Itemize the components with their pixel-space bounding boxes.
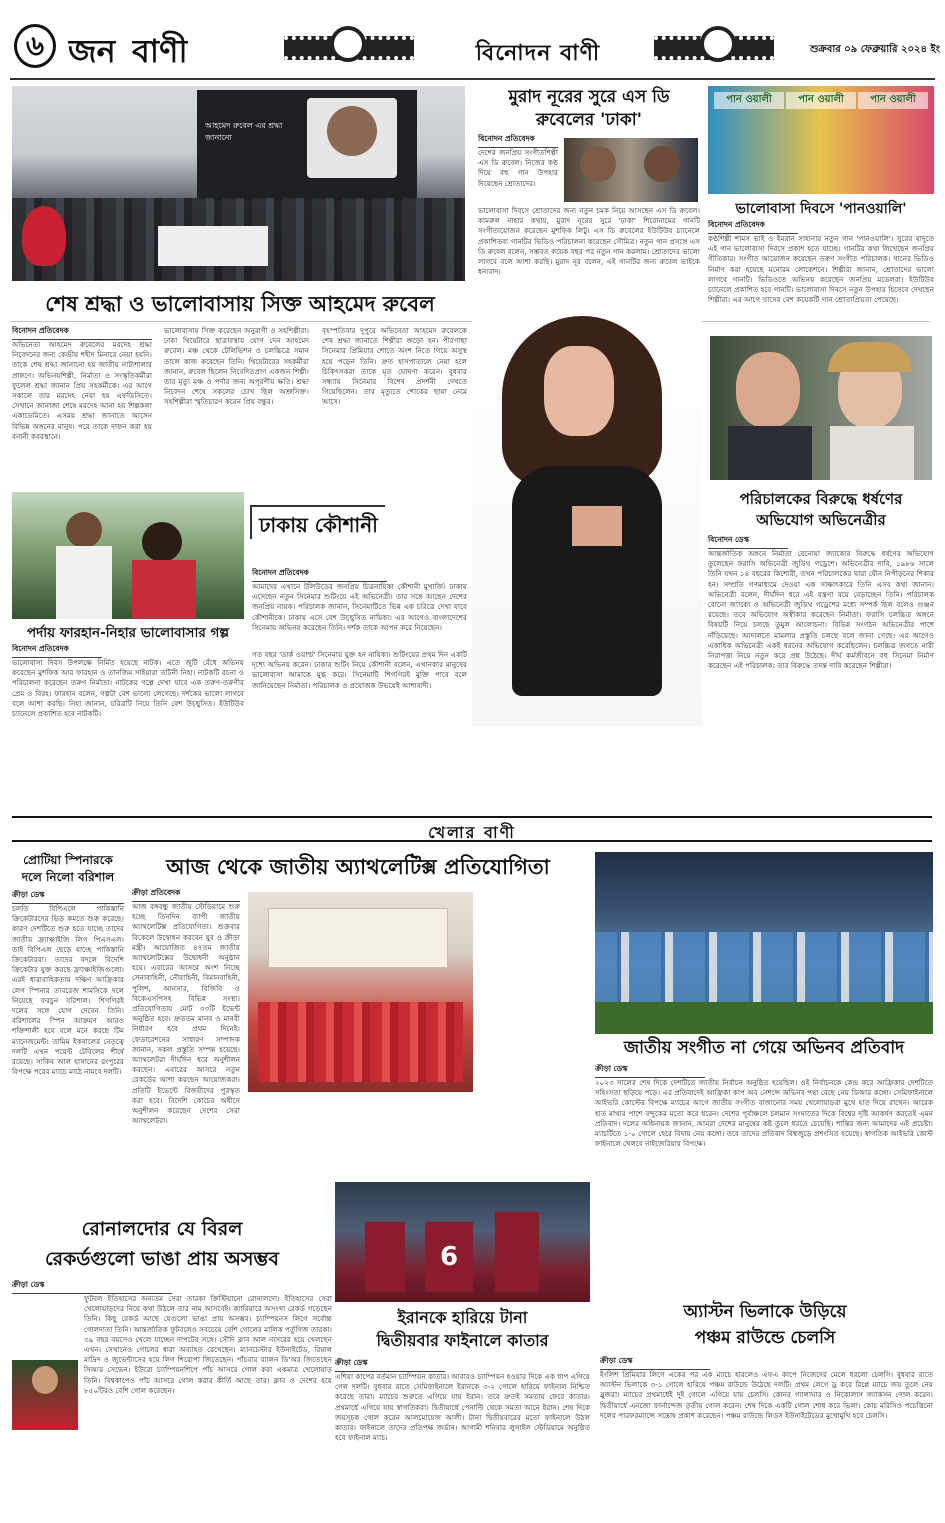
kaushani-article [252,568,467,718]
date-line: শুক্রবার ০৯ ফেব্রুয়ারি ২০২৪ ইং [809,44,940,55]
film-reel-left-icon [330,26,366,62]
poster-title-3: পান ওয়ালী [858,92,928,109]
kaushani-photo [472,296,702,726]
kaushani-col2: গত বছর 'ডার্ক ওয়ার্ল্ড' সিনেমায় যুক্ত হন নায়িকা। শুটিংয়ের প্রথম দিন একটি দৃশ্যে অভিনয় করেন। ঢাকার শুটিং নিয়ে কৌশানী বলেন, এখানকার মানুষের ভালোবাসা আমাকে মুগ্ধ করে। সিনেমাটি শিগগিরই মুক্তি পাবে বলে জানিয়েছেন নির্মাতা। পরিচালক ও প্রযোজক উভয়েই আশাবাদী। [252,650,467,690]
chelsea-headline-2: পঞ্চম রাউন্ডে চেলসি [694,1328,836,1348]
rubel-article [12,326,467,486]
murad-col2: ভালোবাসা দিবসে শ্রোতাদের জন্য নতুন চমক নিয়ে আসছেন এস ডি রুবেল। কামরুল নাহার কথায়, মুরাদ নূরের সুরে 'ঢাকা' শিরোনামের গানটি সংগীতায়োজন করেছেন মুশফিক লিটু। এস ডি রুবেলের ইউটিউব চ্যানেলে প্রকাশিতব্য গানটির ভিডিও পরিচালনা করেছেন সৌমিত্র। নতুন গান প্রসঙ্গে এস ডি রুবেল বলেন, সম্ভবত কয়েক বছর পর নতুন গান করলাম। শ্রোতাদের ভালো লাগবে বলে আশা করছি। মুরাদ নূর বলেন, এই গানটির জন্য রুবেল ভাইকে ধন্যবাদ। [478,206,700,277]
director-actress-photo [710,336,932,480]
chelsea-body: ইংলিশ প্রিমিয়ার লিগে একের পর এক ম্যাচে হারলেও এফএ কাপে নিজেদের মেলে ধরলো চেলসি। বুধবার রাতে অ্যাস্টন ভিলাকে ৩-১ গোলে হারিয়ে পঞ্চম রাউন্ডে উঠেছে দলটি। প্রথম লেগে ড্র করে রিপ্লে ম্যাচে জয় তুলে নেয় ব্লুজরা। ম্যাচের প্রথমার্ধেই দুই গোলে এগিয়ে যায় চেলসি। কোনর গ্যালাঘার ও নিকোলাস জ্যাকসন গোল করেন। দ্বিতীয়ার্ধে এনজো ফার্নান্দেজ তৃতীয় গোল করেন। শেষ দিকে একটি গোল শোধ করে ভিলা। কোচ মরিসিও পচেত্তিনো দলের পারফরম্যান্সে সন্তোষ প্রকাশ করেছেন। পঞ্চম রাউন্ডে লিডস ইউনাইটেডের মুখোমুখি হবে চেলসি। [600,1370,933,1420]
qatar-headline-2: দ্বিতীয়বার ফাইনালে কাতার [376,1331,549,1350]
sports-section-title: খেলার বাণী [428,823,516,842]
athletics-byline: ক্রীড়া প্রতিবেদক [132,888,240,902]
panowali-poster [708,86,934,194]
ronaldo-photo [12,1360,78,1430]
tribute-banner-text: আহমেদ রুবেল এর শ্রদ্ধা জানানো [205,121,283,142]
kaushani-byline: বিনোদন প্রতিবেদক [252,568,387,582]
masthead-divider [10,78,935,80]
ronaldo-article [12,1280,332,1516]
chelsea-headline-1: অ্যাস্টন ভিলাকে উড়িয়ে [683,1302,847,1322]
qatar-jersey-number: 6 [425,1222,473,1292]
rubel-headline: শেষ শ্রদ্ধা ও ভালোবাসায় সিক্ত আহমেদ রুবেল [45,291,435,316]
panowali-body: কণ্ঠশিল্পী শামস ভাই ও ইমরান সাহানার নতুন গান 'পানওয়ালি'। সুরের যাদুতে এই গান ভালোবাসা দিবসে প্রকাশ হতে যাচ্ছে। গানটির কথা লিখেছেন জনপ্রিয় গীতিকার। সংগীত আয়োজন করেছেন তরুণ সংগীত পরিচালক। গানের ভিডিও নির্মাণ করা হয়েছে মনোরম লোকেশনে। শিল্পীরা জানান, শ্রোতাদের ভালো লাগবে গানটি। ভিডিওতে অভিনয় করেছেন জনপ্রিয় মডেলরা। ইউটিউব চ্যানেলে প্রকাশিত হবে গানটি। ভালোবাসা দিবসে নতুন উপহার হিসেবে দেখছেন শিল্পীরা। এর আগে তাদের বেশ কয়েকটি গান শ্রোতাপ্রিয়তা পেয়েছে। [708,234,934,305]
director-article [708,535,934,800]
qatar-byline: ক্রীড়া ডেস্ক [335,1358,445,1372]
chelsea-article [600,1356,933,1516]
kaushani-headline: ঢাকায় কৌশানী [250,505,385,539]
athletics-col1: আজ বঙ্গবন্ধু জাতীয় স্টেডিয়ামে শুরু হচ্ছে তিনদিন ব্যাপী জাতীয় অ্যাথলেটিক্স প্রতিযোগিতা। শুক্রবার বিকেলে উদ্বোধন করবেন যুব ও ক্রীড়া মন্ত্রী। আয়োজিত ৪৭তম জাতীয় অ্যাথলেটিক্সের উদ্বোধনী অনুষ্ঠান হবে। এবারের আসরে অংশ নিচ্ছে সেনাবাহিনী, নৌবাহিনী, বিমানবাহিনী, পুলিশ, আনসার, বিজিবি ও বিকেএসপিসহ বিভিন্ন সংস্থা। প্রতিযোগিতায় মোট ৩৩টি ইভেন্ট অনুষ্ঠিত হবে। দ্রুততম মানব ও মানবী নির্ধারণ হবে প্রথম দিনেই। ফেডারেশনের সাধারণ সম্পাদক জানান, সকল প্রস্তুতি সম্পন্ন হয়েছে। অ্যাথলেটরা দীর্ঘদিন ধরে অনুশীলন করছেন। এবারের আসরে নতুন রেকর্ডের আশা করছেন আয়োজকরা। প্রতিটি ইভেন্টে বিজয়ীদের পুরস্কৃত করা হবে। বিদেশি কোচের অধীনে অনুশীলন করেছেন দেশের সেরা অ্যাথলেটরা। [132,902,240,1126]
logo-part1: জন [68,32,116,70]
kaushani-col1: আমাদের এখানে টলিউডের জনপ্রিয় চিত্রনায়িকা কৌশানী মুখার্জি। ঢাকায় এসেছেন নতুন সিনেমার শুটিংয়ে এই অভিনেত্রী। তার সঙ্গে আছেন দেশের জনপ্রিয় নায়ক। পরিচালক জানান, সিনেমাটিতে ভিন্ন এক চরিত্রে দেখা যাবে কৌশানীকে। ঢাকায় এসে বেশ উচ্ছ্বসিত নায়িকা। এর আগেও বাংলাদেশের সিনেমায় অভিনয় করেছেন তিনি। দর্শক তাকে আপন করে নিয়েছেন। [252,582,467,632]
ronaldo-byline: ক্রীড়া ডেস্ক [12,1280,172,1294]
film-reel-right-icon [700,26,736,62]
panowali-byline: বিনোদন প্রতিবেদক [708,220,798,234]
protest-byline: ক্রীড়া ডেস্ক [595,1064,705,1078]
farhan-article [12,644,244,724]
rubel-col1: অভিনেতা আহমেদ রুবেলের মরদেহ শ্রদ্ধা নিবেদনের জন্য কেন্দ্রীয় শহীদ মিনারে নেয়া হয়নি। তাকে শেষ শ্রদ্ধা জানানো হয় জাতীয় নাট্যশালার প্রাঙ্গণে। অভিনয়শিল্পী, নির্মাতা ও সংস্কৃতিকর্মীরা ফুলেল শ্রদ্ধা জানান প্রিয় সহকর্মীকে। এর আগে সকালে তার মরদেহ নেয়া হয় এফডিসিতে। সেখানে জানাজা শেষে মরদেহ আনা হয় শিল্পকলা একাডেমিতে। এসময় শ্রদ্ধা জানাতে আসেন বিভিন্ন অঙ্গনের মানুষ। পরে তাকে দাফন করা হয় বনানী কবরস্থানে। [12,340,152,441]
protest-photo [595,852,933,1034]
murad-headline: মুরাদ নূরের সুরে এস ডি রুবেলের 'ঢাকা' [508,87,670,130]
murad-photo [564,138,698,202]
masthead [0,0,945,80]
rubel-col2: ভালোবাসায় সিক্ত করেছেন অনুরাগী ও সহশিল্পীরা। ঢাকা থিয়েটারে ছাত্রাবস্থায় যোগ দেন আহমেদ রুবেল। মঞ্চ থেকে টেলিভিশন ও চলচ্চিত্রে সমান তালে কাজ করেছেন তিনি। থিয়েটারের সহকর্মীরা জানান, রুবেল ছিলেন নিবেদিতপ্রাণ একজন শিল্পী। তার মৃত্যু মঞ্চ ও পর্দার জন্য অপূরণীয় ক্ষতি। শ্রদ্ধা নিবেদন শেষে সকলের চোখ ছিল অশ্রুসিক্ত। সহশিল্পীরা স্মৃতিচারণ করেন প্রিয় বন্ধুর। [164,326,309,407]
protest-body: ২০২৩ সালের শেষ দিকে দেশটিতে জাতীয় নির্বাচন অনুষ্ঠিত হয়েছিল। ওই নির্বাচনকে কেন্দ্র করে আফ্রিকার দেশটিতে সহিংসতা ছড়িয়ে পড়ে। এর প্রতিবাদেই আফ্রিকা কাপ অব নেশন্সে অভিনব পন্থা বেছে নেয় ডিআর কঙ্গো। সেমিফাইনালে আইভরি কোস্টের বিপক্ষে ম্যাচের আগে জাতীয় সংগীত বাজানোর সময় খেলোয়াড়রা মুখে হাত দিয়ে রাখেন। আরেক হাত মাথার পাশে বন্দুকের মতো করে ধরেন। দেশের পূর্বাঞ্চলে চলমান সংঘাতের দিকে বিশ্বের দৃষ্টি আকর্ষণ করতেই এমন প্রতিবাদ। দলের অধিনায়ক জানান, আমরা দেশের মানুষের কষ্ট তুলে ধরতে চেয়েছি। শান্তির জন্য আমাদের এই প্রচেষ্টা। ম্যাচটিতে ১-০ গোলে হেরে বিদায় নেয় কঙ্গো। তবে তাদের প্রতিবাদ বিশ্বজুড়ে প্রশংসিত হয়েছে। স্বাগতিক আইভরি কোস্ট ফাইনালে খেলবে নাইজেরিয়ার বিপক্ষে। [595,1078,933,1149]
barishal-article [12,890,124,1190]
poster-title-2: পান ওয়ালী [786,92,856,109]
sports-section-bar [12,816,932,842]
murad-byline: বিনোদন প্রতিবেদক [478,134,558,148]
farhan-headline: পর্দায় ফারহান-নিহার ভালোবাসার গল্প [27,625,229,641]
rubel-col3: বৃহস্পতিবার দুপুরে অভিনেতা আহমেদ রুবেলকে শেষ শ্রদ্ধা জানাতে শিল্পীরা জড়ো হন। পীরগাছা সিনেমার প্রিমিয়ার শোতে অংশ নিতে গিয়ে অসুস্থ হয়ে পড়েন তিনি। দ্রুত হাসপাতালে নেয়া হলে চিকিৎসকরা তাকে মৃত ঘোষণা করেন। বুধবার সন্ধ্যায় সিনেমার বিশেষ প্রদর্শনী দেখতে গিয়েছিলেন। তার মৃত্যুতে শোকের ছায়া নেমে আসে। [322,326,467,407]
protest-headline: জাতীয় সংগীত না গেয়ে অভিনব প্রতিবাদ [623,1038,905,1058]
logo-number: ৬ [14,24,56,68]
murad-col1: দেশের জনপ্রিয় সংগীতশিল্পী এস ডি রুবেল। নিজের কণ্ঠ দিয়ে বহু গান উপহার দিয়েছেন শ্রোতাদের। [478,148,558,188]
athletics-photo [248,892,473,1092]
qatar-body: এশিয়া কাপের বর্তমান চ্যাম্পিয়ন কাতার। আবারও চ্যাম্পিয়ন হওয়ার দিকে এক ধাপ এগিয়ে গেল দলটি। বুধবার রাতে সেমিফাইনালে ইরানকে ৩-২ গোলে হারিয়ে ফাইনাল নিশ্চিত করেছে তারা। ম্যাচের শুরুতে এগিয়ে যায় ইরান। তবে দ্রুতই সমতায় ফেরে কাতার। প্রথমার্ধে এগিয়ে যায় স্বাগতিকরা। দ্বিতীয়ার্ধে পেনাল্টি থেকে সমতা আনে ইরান। শেষ দিকে জয়সূচক গোল করেন আলমোয়েজ আলী। টানা দ্বিতীয়বারের মতো ফাইনালে উঠল কাতার। ফাইনালে তাদের প্রতিপক্ষ জর্ডান। আগামী শনিবার লুসাইল স্টেডিয়ামে অনুষ্ঠিত হবে ফাইনাল ম্যাচ। [335,1372,590,1443]
farhan-byline: বিনোদন প্রতিবেদক [12,644,102,658]
poster-title-1: পান ওয়ালী [714,92,784,109]
rubel-byline: বিনোদন প্রতিবেদক [12,326,152,340]
barishal-body: চলতি বিপিএলে পাকিস্তানি ক্রিকেটারদের ভিড় কমতে শুরু করেছে। কারণ দেশটিতে শুরু হতে যাচ্ছে তাদের জাতীয় ফ্র্যাঞ্চাইজি লিগ পিএসএল। তাই বিপিএল ছেড়ে যাচ্ছে পাকিস্তানি ক্রিকেটাররা। তাদের বদলে বিদেশি ক্রিকেটার যুক্ত করছে ফ্র্যাঞ্চাইজিগুলো। এরই ধারাবাহিকতায় দক্ষিণ আফ্রিকার লেগ স্পিনার তাবরেজ শামসিকে দলে নিয়েছে ফরচুন বরিশাল। শিগগিরই দলের সঙ্গে যোগ দেবেন তিনি। বরিশালের স্পিন আক্রমণ আরও শক্তিশালী হবে বলে মনে করছে টিম ম্যানেজমেন্ট। তামিম ইকবালের নেতৃত্বে দলটি এখন পয়েন্ট টেবিলের শীর্ষে রয়েছে। সাকিব আল হাসানের রংপুরের বিপক্ষে পরের ম্যাচে মাঠে নামবে দলটি। [12,904,124,1077]
director-headline-1: পরিচালকের বিরুদ্ধে ধর্ষণের [739,490,903,508]
logo-part2: বাণী [132,32,188,70]
rubel-tribute-photo [12,86,465,281]
athletics-headline: আজ থেকে জাতীয় অ্যাথলেটিক্স প্রতিযোগিতা [166,854,550,879]
qatar-photo [335,1182,590,1302]
wreath [22,206,66,266]
farhan-body: ভালোবাসা দিবস উপলক্ষে নির্মিত হয়েছে নাটক। এতে জুটি বেঁধে অভিনয় করেছেন মুশফিক আর ফারহান ও তানজিম সাইয়ারা তটিনী নিহা। নাটকটি রচনা ও পরিচালনা করেছেন তরুণ নির্মাতা। নাটকের গল্পে দেখা যাবে এক তরুণ-তরুণীর প্রেম ও বিরহ। ফারহান বলেন, গল্পটা বেশ ভালো লেগেছে। দর্শকের ভালো লাগবে বলে আশা করছি। নিহা জানান, চরিত্রটি নিয়ে তিনি বেশ উচ্ছ্বসিত। ইউটিউব চ্যানেলে প্রকাশিত হবে নাটকটি। [12,658,244,719]
director-byline: বিনোদন ডেস্ক [708,535,788,549]
panowali-article [708,220,934,332]
ronaldo-headline-1: রোনালদোর যে বিরল [81,1218,243,1240]
murad-article [478,134,700,286]
director-headline-2: অভিযোগ অভিনেত্রীর [756,511,886,529]
protest-article [595,1064,933,1294]
ronaldo-body: ফুটবল ইতিহাসের অন্যতম সেরা তারকা ক্রিস্টিয়ানো রোনালদো। ইতিহাসের সেরা খেলোয়াড়দের নিয়ে কথা উঠলে তার নাম আসবেই। ক্যারিয়ারে অসংখ্য রেকর্ড গড়েছেন তিনি। কিছু রেকর্ড আছে যেগুলো ভাঙা প্রায় অসম্ভব। চ্যাম্পিয়নস লিগে সর্বোচ্চ গোলদাতা তিনি। আন্তর্জাতিক ফুটবলেও সবচেয়ে বেশি গোলের মালিক পর্তুগিজ তারকা। ৩৯ বছর বয়সেও খেলে যাচ্ছেন দাপটের সঙ্গে। সৌদি ক্লাব আল নাসরের হয়ে খেলছেন এখন। সেখানেও গোলের ধারা অব্যাহত রেখেছেন। ম্যানচেস্টার ইউনাইটেড, রিয়াল মাদ্রিদ ও জুভেন্টাসের হয়ে লিগ শিরোপা জিতেছেন। পাঁচবার ব্যালন ডি'অর জিতেছেন সিআর সেভেন। ইউরো চ্যাম্পিয়নশিপে পাঁচ আসরে গোল করা একমাত্র খেলোয়াড় তিনি। বিশ্বকাপেও পাঁচ আসরে গোল করার কীর্তি আছে তার। ক্লাব ও দেশের হয়ে ৮৫০টিরও বেশি গোল করেছেন। [84,1294,332,1395]
barishal-byline: ক্রীড়া ডেস্ক [12,890,124,904]
athletics-article [132,888,584,1188]
panowali-headline: ভালোবাসা দিবসে 'পানওয়ালি' [735,201,907,217]
tribute-banner [197,90,417,200]
logo [14,24,254,72]
qatar-article [335,1358,590,1516]
director-body: আন্তর্জাতিক অঙ্গনে নির্মাতা বেনোয়া জ্যাকোর বিরুদ্ধে ধর্ষণের অভিযোগ তুলেছেন ফরাসি অভিনেত্রী জুডিথ গড্রেশে। অভিনেত্রীর দাবি, ১৯৮৬ সালে তিনি যখন ১৪ বছরের কিশোরী, তখন পরিচালকের দ্বারা যৌন নিপীড়নের শিকার হন। সম্প্রতি গণমাধ্যমে দেওয়া এক সাক্ষাৎকারে তিনি এসব কথা জানান। অভিনেত্রী বলেন, দীর্ঘদিন ধরে এই যন্ত্রণা বয়ে বেড়াচ্ছেন তিনি। পরিচালক বোনো জ্যাকো ও অভিনেত্রী জুডিথ গড্রেশের মধ্যে সম্পর্ক ছিল বলেও গুঞ্জন রয়েছে। তবে অভিযোগ অস্বীকার করেছেন নির্মাতা। ফরাসি চলচ্চিত্র অঙ্গনে বিষয়টি নিয়ে চলছে তুমুল আলোচনা। বিভিন্ন সংগঠন অভিনেত্রীর পাশে দাঁড়িয়েছে। আদালতে মামলার প্রস্তুতি চলছে বলে জানা গেছে। এর আগেও একাধিক অভিনেত্রী একই ধরনের অভিযোগ করেছিলেন। চলচ্চিত্র জগতে নারী নিরাপত্তা নিয়ে নতুন করে প্রশ্ন উঠেছে। দীর্ঘ কর্মজীবনে বহু সিনেমা নির্মাণ করেছেন এই পরিচালক। তার বিরুদ্ধে তদন্ত দাবি করেছেন শিল্পীরা। [708,549,934,671]
barishal-headline: প্রোটিয়া স্পিনারকে দলে নিলো বরিশাল [21,853,115,884]
farhan-niha-photo [12,492,244,619]
ronaldo-headline-2: রেকর্ডগুলো ভাঙা প্রায় অসম্ভব [44,1248,280,1270]
chelsea-byline: ক্রীড়া ডেস্ক [600,1356,710,1370]
qatar-headline-1: ইরানকে হারিয়ে টানা [397,1308,528,1327]
section-title: বিনোদন বাণী [475,40,601,66]
